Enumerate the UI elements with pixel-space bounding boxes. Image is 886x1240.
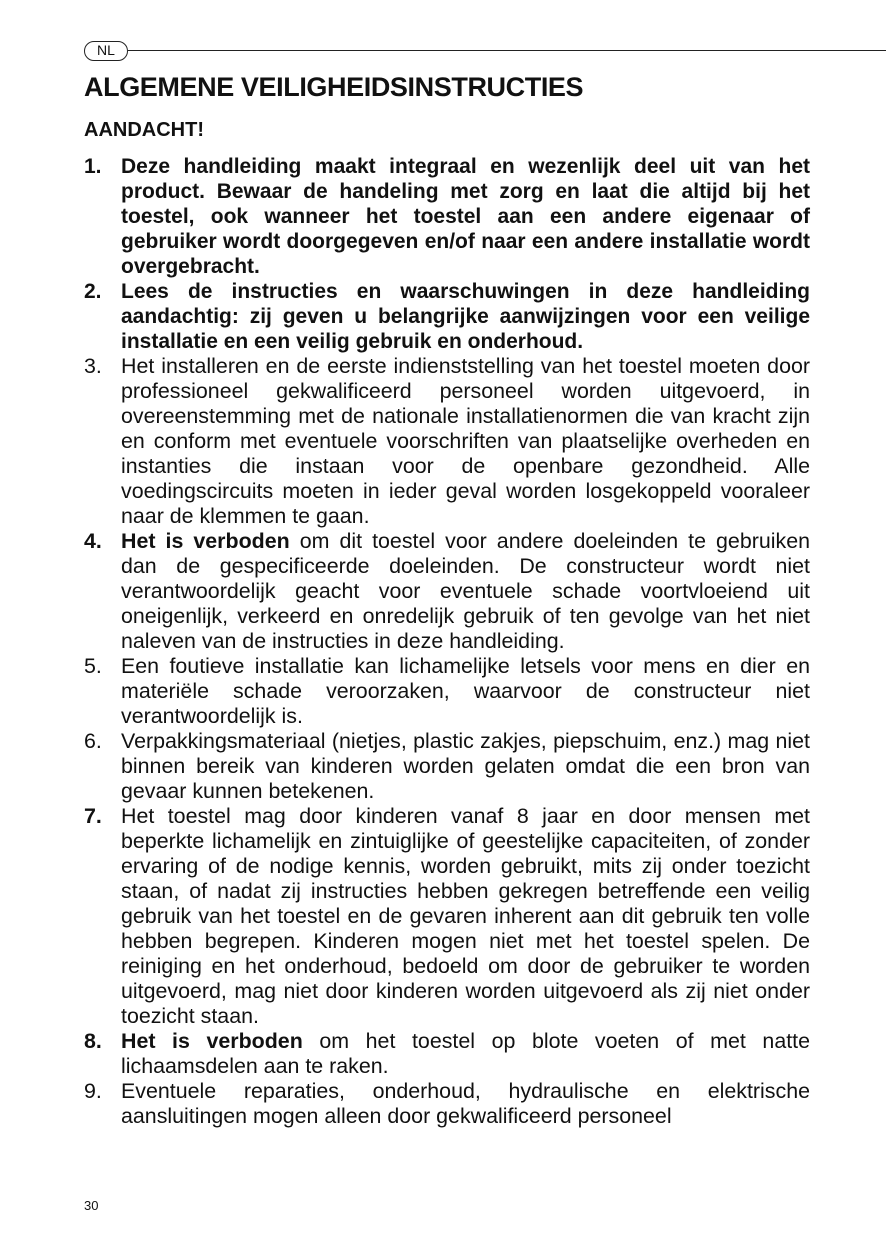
instruction-item-8 [84, 1029, 810, 1079]
item-number: 8. [84, 1029, 102, 1053]
item-text: Het toestel mag door kinderen vanaf 8 jaar en door mensen met beperkte lichamelijk en zintuiglijke of geestelijke capaciteiten, of zonder ervaring of de nodige kennis, worden gebruikt, mits zij onder toezicht staan, of nadat zij instructies hebben gekregen betreffende een veilig gebruik van het toestel en de gevaren inherent aan dit gebruik ten volle hebben begrepen. Kinderen mogen niet met het toestel spelen. De reiniging en het onderhoud, bedoeld om door de gebruiker te worden uitgevoerd, mag niet door kinderen worden uitgevoerd als zij niet onder toezicht staan. [121, 804, 810, 1028]
instruction-item-2 [84, 279, 810, 354]
item-text: om dit toestel voor andere doeleinden te gebruiken dan de gespecificeerde doeleinden. De constructeur wordt niet verantwoordelijk geacht voor eventuele schade voortvloeiend uit oneigenlijk, verkeerd en onredelijk gebruik of ten gevolge van het niet naleven van de instructies in deze handleiding. [121, 529, 810, 653]
item-lead: Het is verboden [121, 529, 290, 553]
item-number: 9. [84, 1079, 102, 1103]
item-text: Verpakkingsmateriaal (nietjes, plastic zakjes, piepschuim, enz.) mag niet binnen bereik van kinderen worden gelaten omdat die een bron van gevaar kunnen betekenen. [121, 729, 810, 803]
item-text: Het installeren en de eerste indienststelling van het toestel moeten door professioneel gekwalificeerd personeel worden uitgevoerd, in overeenstemming met de nationale installatienormen die van kracht zijn en conform met eventuele voorschriften van plaatselijke overheden en instanties die instaan voor de openbare gezondheid. Alle voedingscircuits moeten in ieder geval worden losgekoppeld vooraleer naar de klemmen te gaan. [121, 354, 810, 528]
page-number: 30 [84, 1198, 99, 1213]
instruction-item-4 [84, 529, 810, 654]
instruction-item-5 [84, 654, 810, 729]
page-title: ALGEMENE VEILIGHEIDSINSTRUCTIES [84, 72, 584, 102]
instruction-item-6 [84, 729, 810, 804]
item-number: 1. [84, 155, 102, 178]
item-number: 2. [84, 280, 102, 303]
item-text: om het toestel op blote voeten of met natte lichaamsdelen aan te raken. [121, 1029, 810, 1078]
item-text: Eventuele reparaties, onderhoud, hydraulische en elektrische aansluitingen mogen alleen door gekwalificeerd personeel [121, 1079, 810, 1128]
instruction-item-9 [84, 1079, 810, 1129]
instruction-item-3 [84, 354, 810, 529]
item-text: Een foutieve installatie kan lichamelijke letsels voor mens en dier en materiële schade veroorzaken, waarvoor de constructeur niet verantwoordelijk is. [121, 654, 810, 728]
instruction-item-7 [84, 804, 810, 1029]
instruction-item-1 [84, 154, 810, 279]
item-number: 4. [84, 529, 102, 553]
item-text: Deze handleiding maakt integraal en wezenlijk deel uit van het product. Bewaar de handeling met zorg en laat die altijd bij het toestel, ook wanneer het toestel aan een andere eigenaar of gebruiker wordt doorgegeven en/of naar een andere installatie wordt overgebracht. [121, 155, 810, 278]
language-badge: NL [84, 41, 128, 61]
attention-heading: AANDACHT! [84, 119, 204, 141]
header-rule [128, 50, 886, 51]
item-number: 5. [84, 654, 102, 678]
item-number: 7. [84, 804, 102, 828]
item-number: 3. [84, 354, 102, 378]
item-number: 6. [84, 729, 102, 753]
instruction-list [84, 154, 810, 1129]
item-lead: Het is verboden [121, 1029, 303, 1053]
item-text: Lees de instructies en waarschuwingen in deze handleiding aandachtig: zij geven u belangrijke aanwijzingen voor een veilige installatie en een veilig gebruik en onderhoud. [121, 280, 810, 353]
